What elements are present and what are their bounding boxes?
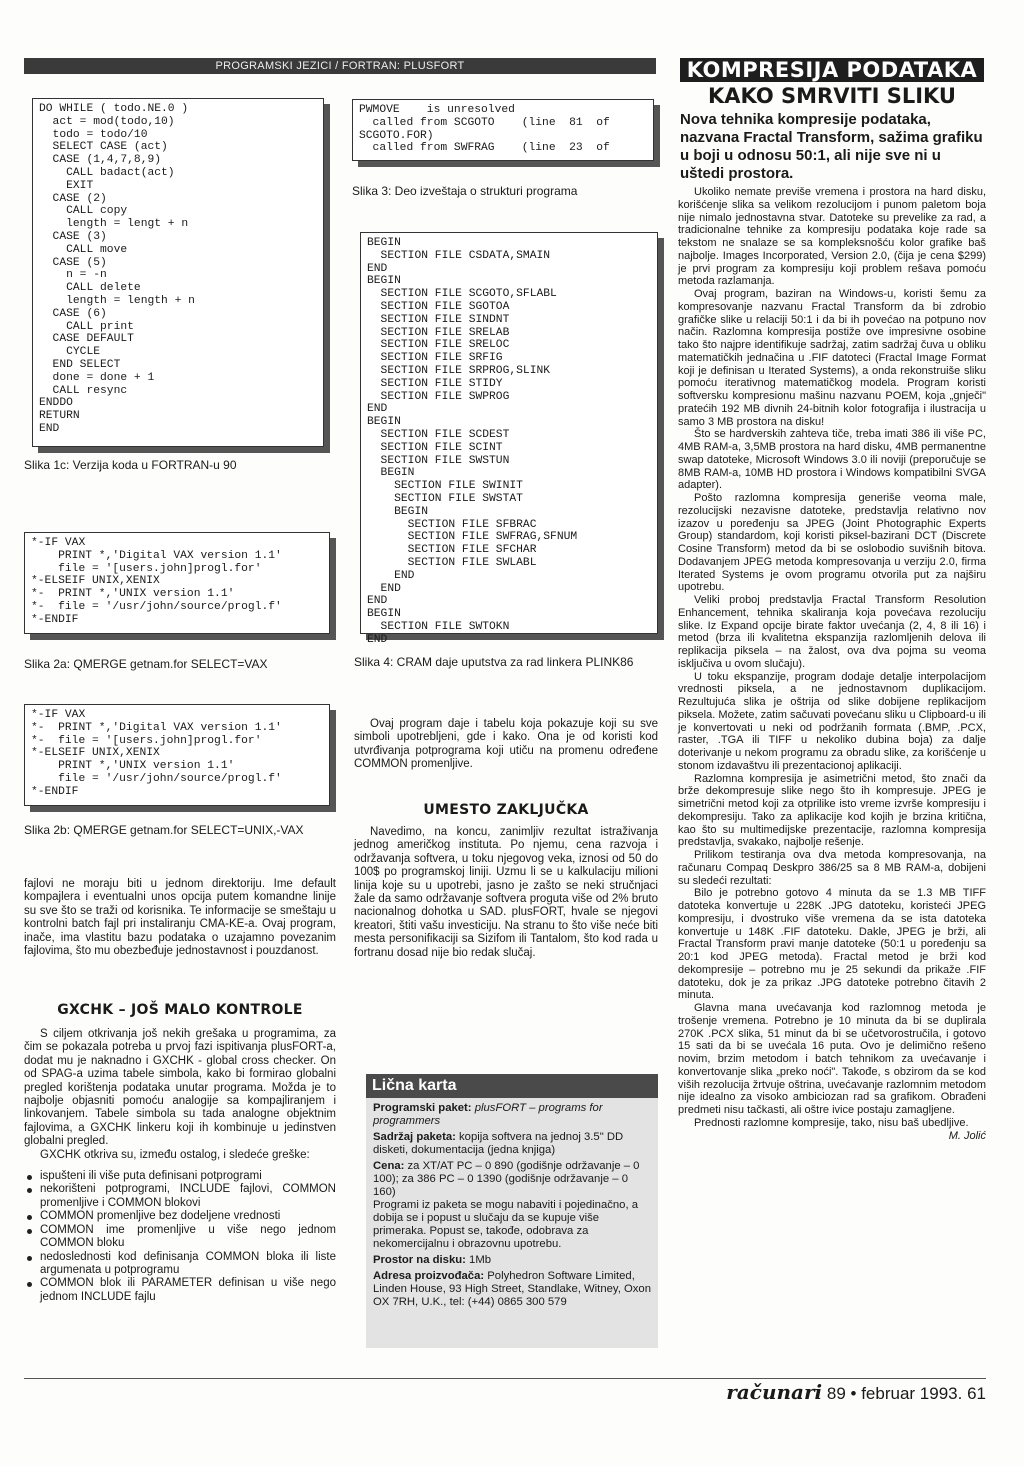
code-listing-2a: *-IF VAX PRINT *,'Digital VAX version 1.1' file = '[users.john]progl.for' *-ELSEIF UNIX,XENIX *- PRINT *,'UNIX version 1.1' *- file = '/usr/john/source/progl.f' *-ENDIF — [24, 532, 330, 634]
right-article-body — [678, 186, 986, 1142]
left-paragraph-3: GXCHK otkriva su, između ostalog, i sledeće greške: — [40, 1148, 310, 1161]
left-paragraph-1: fajlovi ne moraju biti u jednom direktoriju. Ime default kompajlera i eventualni unos opcija putem komandne linije su sve što se traži od korisnika. Te informacije se smeštaju u kontrolni batch fajl pri instaliranju CMA-KE-a. Ovaj program, inače, ima vlastitu bazu podataka o uzajamno povezanim fajlovima, što mu obezbeđuje jednostavnost i pouzdanost. — [24, 878, 336, 958]
caption-2a: Slika 2a: QMERGE getnam.for SELECT=VAX — [24, 657, 268, 671]
issue-number: 89 — [826, 1384, 846, 1403]
info-item-package — [373, 1102, 651, 1128]
info-label: Programski paket: — [373, 1102, 472, 1114]
error-list — [24, 1170, 336, 1304]
info-item-contents — [373, 1131, 651, 1157]
code-listing-4: BEGIN SECTION FILE CSDATA,SMAIN END BEGIN SECTION FILE SCGOTO,SFLABL SECTION FILE SGOTOA SECTION FILE SINDNT SECTION FILE SRELAB SECTION FILE SRELOC SECTION FILE SRFIG SECTION FILE SRPROG,SLINK SECTION FILE STIDY SECTION FILE SWPROG END BEGIN SECTION FILE SCDEST SECTION FILE SCINT SECTION FILE SWSTUN BEGIN SECTION FILE SWINIT SECTION FILE SWSTAT BEGIN SECTION FILE SFBRAC SECTION FILE SWFRAG,SFNUM SECTION FILE SFCHAR SECTION FILE SWLABL END END END BEGIN SECTION FILE SWTOKN END — [360, 232, 658, 634]
list-item: ispušteni ili više puta definisani potprogrami — [24, 1170, 336, 1183]
right-paragraph: Razlomna kompresija je asimetrični metod, što znači da brže dekompresuje slike nego što ih kompresuje. JPEG je simetrični metod koji za otprilike isto vreme izvrše kompresiju i dekompresiju. Tako za aplikacije kod kojih je brzina kritična, kao što su multimedijske prezentacije, razlomna kompresija predstavlja, svakako, najbolje rešenje. — [678, 772, 986, 849]
article-lead: Nova tehnika kompresije podataka, nazvana Fractal Transform, sažima grafiku u boji u odnosu 50:1, ali nije sve ni u uštedi prostora. — [680, 111, 983, 182]
code-listing-2b: *-IF VAX *- PRINT *,'Digital VAX version 1.1' *- file = '[users.john]progl.for' *-ELSEIF UNIX,XENIX PRINT *,'UNIX version 1.1' file = '/usr/john/source/progl.f' *-ENDIF — [24, 704, 330, 806]
info-label: Adresa proizvođača: — [373, 1270, 485, 1282]
list-item: nedoslednosti kod definisanja COMMON bloka ili liste argumenata u potprogramu — [24, 1251, 336, 1278]
list-item: COMMON blok ili PARAMETER definisan u više nego jednom INCLUDE fajlu — [24, 1277, 336, 1304]
page-number: 61 — [967, 1384, 986, 1403]
code-listing-3: PWMOVE is unresolved called from SCGOTO (line 81 of SCGOTO.FOR) called from SWFRAG (line 23 of — [352, 99, 654, 161]
code-listing-1c: DO WHILE ( todo.NE.0 ) act = mod(todo,10) todo = todo/10 SELECT CASE (act) CASE (1,4,7,8,9) CALL badact(act) EXIT CASE (2) CALL copy length = lengt + n CASE (3) CALL move CASE (5) n = -n CALL delete length = length + n CASE (6) CALL print CASE DEFAULT CYCLE END SELECT done = done + 1 CALL resync ENDDO RETURN END — [32, 98, 324, 447]
caption-3: Slika 3: Deo izveštaja o strukturi programa — [352, 184, 578, 198]
middle-paragraph-2 — [354, 826, 658, 960]
right-paragraph: Bilo je potrebno gotovo 4 minuta da se 1.3 MB TIFF datoteka konvertuje u 228K .JPG datoteku, koristeći JPEG kompresiju, i dvostruko više vremena da se ista datoteka konvertuje u 148K .FIF datoteku. Dakle, JPEG je brži, ali Fractal Transform pravi manje datoteke (50:1 u poređenju sa 20:1 kod JPEG metoda). Fractal metod je brži kod dekompresije – potrebno mu je 25 sekundi da prikaže .FIF datoteku, dok je za prikaz .JPG datoteke potrebno čitavih 2 minuta. — [678, 887, 986, 1002]
caption-1c: Slika 1c: Verzija koda u FORTRAN-u 90 — [24, 458, 237, 472]
info-value: Polyhedron Software Limited, Linden House, 93 High Street, Standlake, Witney, Oxon OX 7RH, U.K., tel: (+44) 0865 300 579 — [373, 1270, 651, 1308]
info-label: Prostor na disku: — [373, 1254, 466, 1266]
info-value: kopija softvera na jednoj 3.5" DD disketi, dokumentacija (jedna knjiga) — [373, 1131, 624, 1156]
info-box-title: Lična karta — [366, 1074, 658, 1098]
info-value: 1Mb — [469, 1254, 492, 1266]
right-paragraph: Prilikom testiranja ova dva metoda kompresovanja, na računaru Compaq Deskpro 386/25 sa 8 MB RAM-a, dobijeni su sledeći rezultati: — [678, 849, 986, 887]
bullet-separator: • — [850, 1384, 857, 1403]
heading-umesto-zakljucka: UMESTO ZAKLJUČKA — [423, 802, 589, 818]
info-item-price — [373, 1160, 651, 1199]
article-kicker: KOMPRESIJA PODATAKA — [680, 58, 984, 82]
info-box-body — [366, 1098, 658, 1316]
right-paragraph: Što se hardverskih zahteva tiče, treba imati 386 ili više PC, 4MB RAM-a, 3,5MB prostora na hard disku, 4MB permanentne swap datoteke, Microsoft Windows 3.0 ili noviji (preporučuje se 8MB RAM-a, 10MB HD prostora i Windows kompatibilni SVGA adapter). — [678, 428, 986, 492]
right-paragraph: Ovaj program, baziran na Windows-u, koristi šemu za kompresovanje nazvanu Fractal Transform da bi zdrobio grafičke slike u relaciji 50:1 i da bi ih povećao na potpuno nov način. Razlomna kompresija postiže ove impresivne osobine tako što najpre identifikuje sadržaj, zatim sadržaj čuva u obliku matematičkih jednačina u .FIF datoteci (Fractal Image Format koji je definisan u Iterated Systems), a onda rekonstruiše sliku pomoću iterativnog matematičkog modela. Program koristi softversku kompresionu mašinu nazvanu POEM, koja „gnječi" pratećih 192 MB divnih 24-bitnih kolor fotografija i ilustracija u samo 3 MB prostora na disku! — [678, 288, 986, 428]
middle-text-1: Ovaj program daje i tabelu koja pokazuje koji su sve simboli upotrebljeni, gde i kako. Ona je od koristi kod utvrđivanja potprograma koji utiču na promenu određene COMMON promenljive. — [354, 718, 658, 771]
info-value: Programi iz paketa se mogu nabaviti i pojedinačno, a dobija se i popust u slučaju da se kupuje više primeraka. Popust se, takođe, odobrava za nekomercijalnu i obrazovnu upotrebu. — [373, 1199, 639, 1250]
middle-paragraph-1 — [354, 718, 658, 772]
info-label: Sadržaj paketa: — [373, 1131, 456, 1143]
article-title: KAKO SMRVITI SLIKU — [707, 84, 956, 108]
right-paragraph: Pošto razlomna kompresija generiše veoma male, rezolucijski nezavisne datoteke, predstavlja relativno nov izazov u poređenju sa JPEG (Joint Photographic Experts Group) standardom, koji koristi piksel-bazirani DCT (Discrete Cosine Transform) metod da bi se oslobodio suvišnih bitova. Dodavanjem JPEG metoda kompresovanja u verziju 2.0, firma Iterated Systems je ovom programu otvorila put za najširu upotrebu. — [678, 492, 986, 594]
caption-4: Slika 4: CRAM daje uputstva za rad linkera PLINK86 — [354, 655, 634, 669]
right-paragraph: Veliki proboj predstavlja Fractal Transform Resolution Enhancement, tehnika skaliranja koja povećava rezoluciju slike. Iz Expand opcije birate faktor uvećanja (2, 4, 8 ili 16) i metod (brza ili kvalitetna ekspanzija razlomljenih delova ili replikacija piksela – na žalost, ova dva pojma su veoma isključiva u ovom slučaju). — [678, 594, 986, 670]
right-paragraph: Ukoliko nemate previše vremena i prostora na hard disku, korišćenje slika sa velikom rezolucijom i punom paletom boja nije nimalo jednostavna stvar. Datoteke su prevelike za rad, a tradicionalne tehnike za kompresiju podataka koje rade sa tekstom ne snalaze se sa kompleksnošću kolor grafike baš najbolje. Images Incorporated, Version 2.0, (čija je cena $299) je prvi program za kompresiju koji problem rešava pomoću metoda razlamanja. — [678, 186, 986, 288]
info-item-disk — [373, 1254, 651, 1267]
author-signature: M. Jolić — [948, 1129, 986, 1142]
page-footer — [700, 1380, 986, 1404]
issue-date: februar 1993. — [861, 1384, 963, 1403]
list-item: COMMON promenljive bez dodeljene vrednosti — [24, 1210, 336, 1223]
left-body-gxchk — [24, 1028, 336, 1304]
info-item-address — [373, 1270, 651, 1309]
info-item-discount — [373, 1199, 651, 1251]
right-paragraph: U toku ekspanzije, program dodaje detalje interpolacijom vrednosti piksela, a ne jednostavnom duplikacijom. Rezultujuća slika je oštrija od slike dobijene replikacijom piksela. Možete, zatim sačuvati povećanu sliku u Clipboard-u ili je konvertovati u neki od podržanih formata (.BMP, .PCX, raster, .TGA ili TIFF u nekoliko dubina boja) za dalje doterivanje u nekom programu za obradu slike, za korišćenje u stonom izdavaštvu ili prezentacionoj aplikaciji. — [678, 670, 986, 772]
caption-2b: Slika 2b: QMERGE getnam.for SELECT=UNIX,-VAX — [24, 823, 304, 837]
middle-text-2: Navedimo, na koncu, zanimljiv rezultat istraživanja jednog američkog instituta. Po njemu, cena razvoja i održavanja softvera, u toku njegovog veka, iznosi od 50 do 100$ po programskoj liniji. Uzmu li se u kalkulaciju milioni linija koje su u upotrebi, jasno je zašto se neki stručnjaci žale da samo održavanje softvera proguta više od 2% bruto nacionalnog dohotka u SAD. plusFORT, hvale se njegovi kreatori, štiti vašu investiciju. Na stranu to što više neće biti mesta personifikaciji sa Sizifom ili Tantalom, što kod rada u fortranu dosad nije bio redak slučaj. — [354, 826, 658, 959]
right-paragraph: Prednosti razlomne kompresije, tako, nisu baš ubedljive. — [694, 1116, 969, 1129]
right-paragraph: Glavna mana uvećavanja kod razlomnog metoda je trošenje vremena. Potrebno je 10 minuta da bi se duplirala 270K .PCX slika, 51 minut da bi se učetvorostručila, i gotovo 15 sati da bi se uvećala 16 puta. Ovo je delimično rešeno novim, brzim metodom i batch tehnikom za uvećavanje i konvertovanje slika „preko noći". Takođe, s obzirom da se kod viših rezolucija žrtvuje oštrina, uvećavanje razlomnim metodom nije idealno za visoko ambiciozan rad sa grafikom. Obrađeni predmeti nisu tačkasti, ali oštre ivice postaju zamagljene. — [678, 1002, 986, 1116]
section-header-bar: PROGRAMSKI JEZICI / FORTRAN: PLUSFORT — [24, 58, 656, 74]
info-value: za XT/AT PC – 0 890 (godišnje održavanje – 0 100); za 386 PC – 0 1390 (godišnje održavanje – 0 160) — [373, 1160, 640, 1198]
footer-rule — [24, 1378, 986, 1379]
heading-gxchk: GXCHK – JOŠ MALO KONTROLE — [57, 1002, 303, 1018]
info-value: plusFORT – programs for programmers — [373, 1102, 603, 1127]
info-label: Cena: — [373, 1160, 405, 1172]
info-box-licna-karta — [366, 1074, 658, 1348]
left-paragraph-2: S ciljem otkrivanja još nekih grešaka u programima, za čim se pokazala potreba u prvoj fazi ispitivanja plusFORT-a, dodat mu je naknadno i GXCHK - global cross checker. On od SPAG-a uzima tabele simbola, kako bi formirao globalni pregled korištenja podataka unutar programa. Možda je to najbolje objasniti pomoću analogije sa kompajliranjem i linkovanjem. Tabele simbola su tada analogne objektnim fajlovima, a GXCHK linkeru koji ih kombinuje u jedinstven globalni pregled. — [24, 1028, 336, 1148]
magazine-logo: računari — [726, 1380, 823, 1404]
list-item: COMMON ime promenljive u više nego jednom COMMON bloku — [24, 1224, 336, 1251]
list-item: nekorišteni potprogrami, INCLUDE fajlovi, COMMON promenljive i COMMON blokovi — [24, 1183, 336, 1210]
